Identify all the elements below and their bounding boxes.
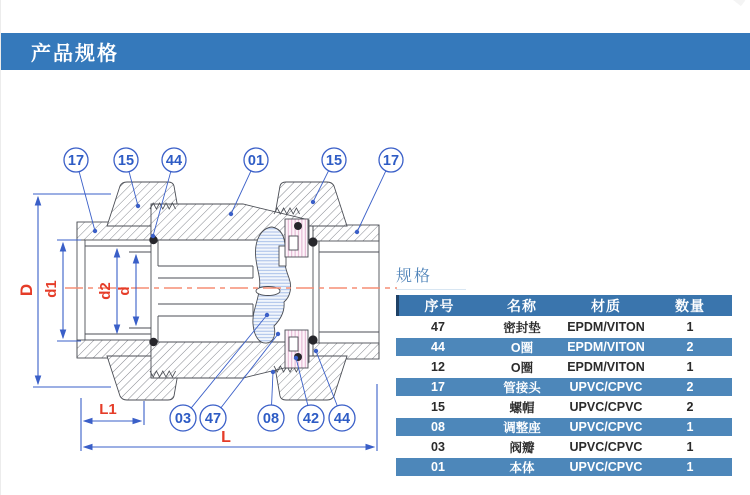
callout-anchor-dot [93, 229, 97, 233]
dim-label-d2: d2 [97, 282, 114, 300]
callout-anchor-dot [151, 234, 155, 238]
callout-leader-line [357, 171, 386, 232]
spec-cell: 08 [396, 418, 480, 436]
dim-label-D: D [17, 283, 36, 297]
spec-row [396, 318, 732, 336]
spec-cell: UPVC/CPVC [569, 440, 643, 454]
spec-cell: 2 [686, 400, 694, 414]
spec-cell: UPVC/CPVC [564, 378, 648, 396]
spec-cell: 12 [431, 360, 445, 374]
spec-cell: 47 [431, 320, 445, 334]
spec-cell: 阀瓣 [509, 441, 535, 455]
callout-number: 17 [382, 153, 400, 169]
spec-table [396, 293, 732, 478]
callout-anchor-dot [314, 349, 318, 353]
spec-section [396, 263, 732, 478]
callout-anchor-dot [229, 212, 233, 216]
spec-cell: O圈 [510, 361, 534, 375]
spec-col-header: 材质 [564, 295, 648, 316]
callout-number: 08 [262, 411, 280, 427]
spec-section-title: 规格 [396, 263, 466, 290]
spec-cell: 管接头 [480, 378, 564, 396]
spec-cell: UPVC/CPVC [564, 458, 648, 476]
callout-number: 47 [204, 411, 222, 427]
callout-anchor-dot [265, 313, 269, 317]
spec-cell: 密封垫 [503, 321, 541, 335]
part-callouts [64, 148, 403, 431]
spec-cell: O圈 [480, 338, 564, 356]
spec-cell: 15 [431, 400, 445, 414]
spec-row [396, 438, 732, 456]
callout-anchor-dot [271, 370, 275, 374]
spec-cell: 1 [648, 418, 732, 436]
callout-number: 15 [117, 153, 135, 169]
spec-cell: UPVC/CPVC [564, 418, 648, 436]
spec-col-header: 序号 [396, 295, 480, 316]
section-title: 产品规格 [31, 43, 119, 65]
callout-number: 44 [165, 153, 183, 169]
callout-anchor-dot [136, 204, 140, 208]
spec-cell: 2 [648, 378, 732, 396]
spec-row [396, 398, 732, 416]
dim-label-L: L [221, 429, 231, 446]
spec-col-header: 数量 [648, 295, 732, 316]
dim-label-L1: L1 [99, 401, 117, 418]
spec-cell: UPVC/CPVC [569, 400, 643, 414]
spec-col-header: 名称 [480, 295, 564, 316]
spec-row [396, 418, 732, 436]
spec-row [396, 378, 732, 396]
callout-anchor-dot [294, 356, 298, 360]
spec-cell: 调整座 [480, 418, 564, 436]
callout-number: 44 [333, 411, 351, 427]
spec-cell: 1 [686, 440, 694, 454]
spec-row [396, 338, 732, 356]
callout-anchor-dot [276, 332, 280, 336]
spec-cell: EPDM/VITON [567, 320, 645, 334]
callout-number: 03 [174, 411, 192, 427]
callout-anchor-dot [355, 230, 359, 234]
callout-number: 15 [325, 153, 343, 169]
spec-cell: 1 [648, 458, 732, 476]
spec-header-row [396, 295, 732, 316]
callout-anchor-dot [311, 200, 315, 204]
spec-cell: EPDM/VITON [567, 360, 645, 374]
callout-number: 01 [247, 153, 265, 169]
spec-cell: 01 [396, 458, 480, 476]
spec-cell: 2 [648, 338, 732, 356]
spec-cell: 螺帽 [509, 401, 535, 415]
dim-label-d: d [116, 286, 133, 296]
spec-cell: 1 [686, 320, 694, 334]
spec-cell: EPDM/VITON [564, 338, 648, 356]
callout-number: 17 [67, 153, 85, 169]
spec-cell: 03 [431, 440, 445, 454]
spec-cell: 17 [396, 378, 480, 396]
callout-leader-line [272, 372, 273, 405]
callout-number: 42 [302, 411, 320, 427]
spec-cell: 44 [396, 338, 480, 356]
spec-row [396, 358, 732, 376]
spec-cell: 1 [686, 360, 694, 374]
spec-cell: 本体 [480, 458, 564, 476]
dim-label-d1: d1 [43, 280, 60, 298]
spec-row [396, 458, 732, 476]
